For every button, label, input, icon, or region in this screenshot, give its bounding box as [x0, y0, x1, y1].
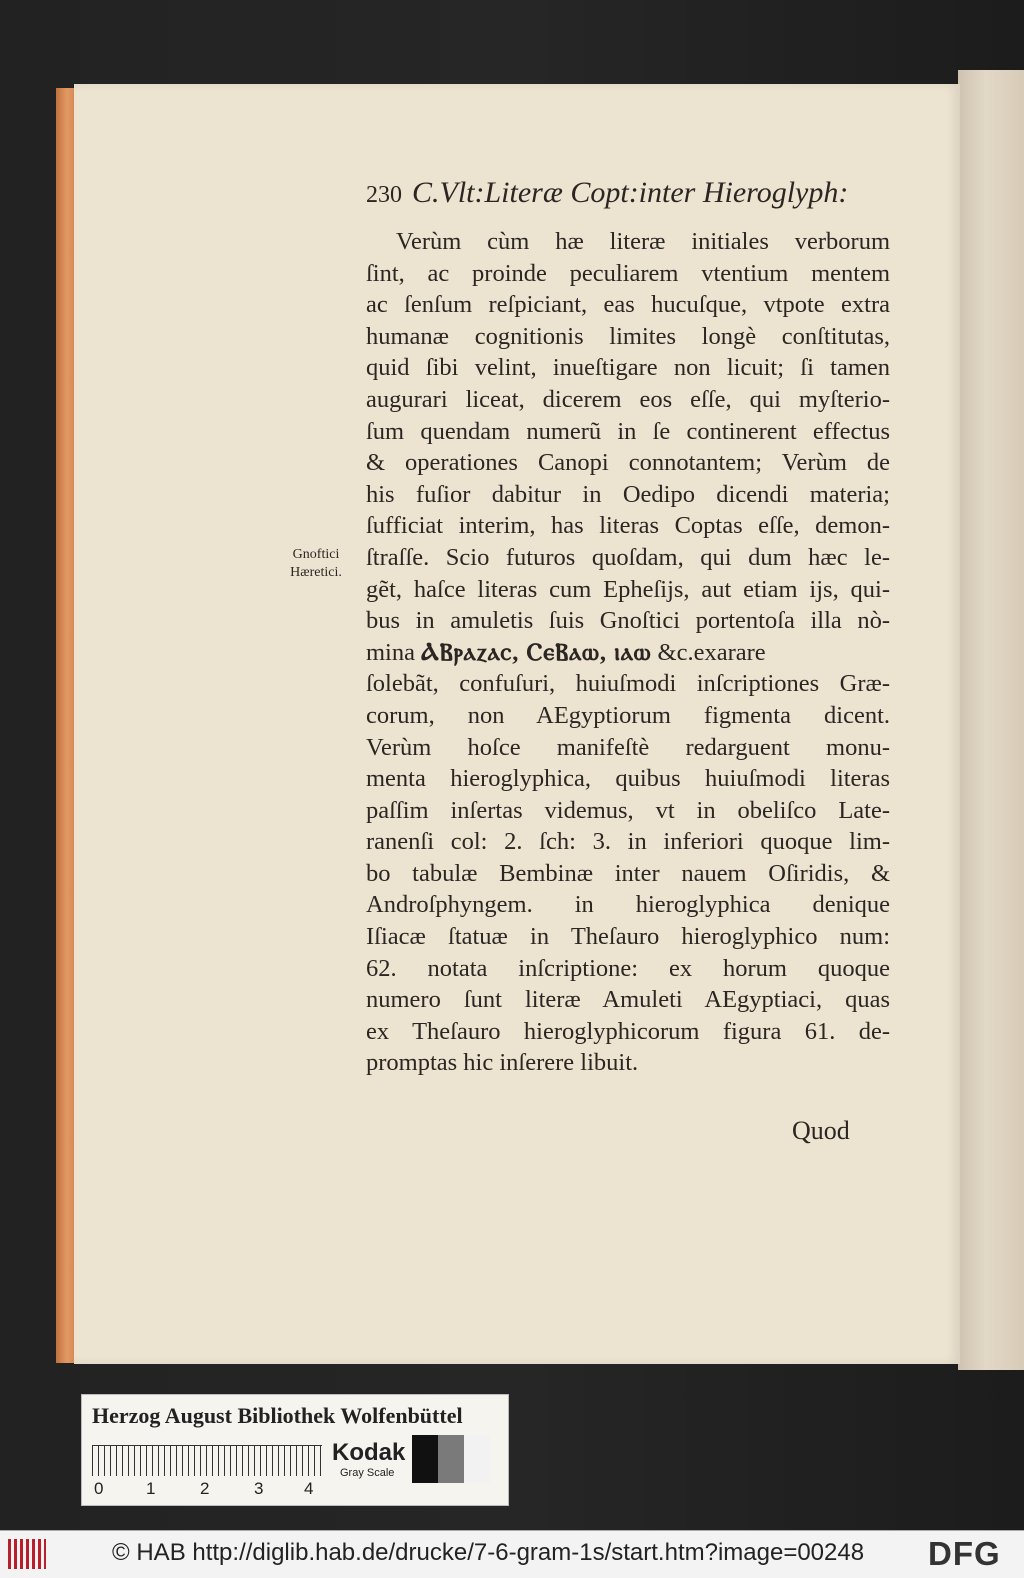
ruler-number: 3	[254, 1479, 264, 1498]
coptic-line-suffix: &c.exarare	[657, 638, 766, 666]
ruler-number: 4	[304, 1479, 314, 1498]
text-line: ranenſi col: 2. ſch: 3. in inferiori quoque lim-	[366, 828, 890, 856]
text-line: his fuſior dabitur in Oedipo dicendi materia;	[366, 480, 890, 508]
ruler-number: 0	[94, 1479, 104, 1498]
gray-scale-patches	[412, 1435, 490, 1483]
marginal-note	[276, 546, 356, 582]
text-line: promptas hic inſerere libuit.	[366, 1049, 639, 1077]
footer-credit-link[interactable]: © HAB http://diglib.hab.de/drucke/7-6-gram-1s/start.htm?image=00248	[112, 1539, 865, 1566]
text-line: Verùm cùm hæ literæ initiales verborum	[396, 228, 890, 255]
gray-patch-dark	[412, 1435, 438, 1483]
text-line: bo tabulæ Bembinæ inter nauem Oſiridis, &	[366, 859, 890, 887]
gray-patch-light	[464, 1435, 490, 1483]
text-line: bus in amuletis ſuis Gnoſtici portentoſa illa nò-	[366, 607, 890, 635]
text-line: 62. notata inſcriptione: ex horum quoque	[366, 954, 890, 982]
text-line: augurari liceat, dicerem eos eſſe, qui myſterio-	[366, 385, 890, 413]
text-line: ſolebãt, confuſuri, huiuſmodi inſcriptiones Græ-	[366, 670, 890, 698]
text-line: gẽt, haſce literas cum Epheſijs, aut etiam ijs, qui-	[366, 575, 890, 603]
text-line: ſtraſſe. Scio futuros quoſdam, qui dum hæc le-	[366, 543, 890, 571]
catchword: Quod	[792, 1116, 850, 1145]
text-line: quid ſibi velint, inueſtigare non licuit; ſi tamen	[366, 354, 890, 382]
text-line: numero ſunt literæ Amuleti AEgyptiaci, quas	[366, 986, 890, 1014]
text-line: ſint, ac proinde peculiarem vtentium mentem	[366, 259, 890, 287]
page-fore-edge	[56, 88, 76, 1363]
hab-logo-icon	[8, 1539, 46, 1569]
running-head-title: C.Vlt:Literæ Copt:inter Hieroglyph:	[412, 176, 849, 209]
running-head	[366, 176, 896, 210]
text-line: paſſim inſertas videmus, vt in obeliſco Late-	[366, 796, 890, 824]
text-line: corum, non AEgyptiorum figmenta dicent.	[366, 701, 890, 729]
text-line: ex Theſauro hieroglyphicorum figura 61. de-	[366, 1017, 890, 1045]
ruler-number: 2	[200, 1479, 210, 1498]
marginal-note-line: Gnoftici	[292, 547, 340, 562]
coptic-line-prefix: mina	[366, 638, 415, 666]
kodak-logo: Kodak	[332, 1439, 406, 1466]
page-number: 230	[366, 182, 402, 208]
text-line: ſum quendam numerũ in ſe continerent effectus	[366, 417, 890, 445]
coptic-text-line	[366, 637, 890, 669]
library-name: Herzog August Bibliothek Wolfenbüttel	[92, 1403, 463, 1428]
ruler	[92, 1445, 322, 1476]
ruler-number: 1	[146, 1479, 156, 1498]
footer-bar	[0, 1530, 1024, 1578]
facing-page-edge	[958, 70, 1024, 1370]
marginal-note-line: Hæretici.	[290, 565, 342, 580]
text-line: ſufficiat interim, has literas Coptas eſſe, demon-	[366, 512, 890, 540]
text-line: ac ſenſum reſpiciant, eas hucuſque, vtpote extra	[366, 291, 890, 319]
text-line: Iſiacæ ſtatuæ in Theſauro hieroglyphico num:	[366, 923, 890, 951]
text-line: humanæ cognitionis limites longè conſtitutas,	[366, 322, 890, 350]
body-text	[366, 226, 890, 1079]
text-line: & operationes Canopi connotantem; Verùm de	[366, 449, 890, 477]
text-line: Androſphyngem. in hieroglyphica denique	[366, 891, 890, 919]
gray-scale-label: Gray Scale	[340, 1467, 395, 1479]
text-line: menta hieroglyphica, quibus huiuſmodi literas	[366, 765, 890, 793]
text-line: Verùm hoſce manifeſtè redarguent monu-	[366, 733, 890, 761]
dfg-logo: DFG	[928, 1535, 1001, 1572]
coptic-words: ⲀⲂⲣⲁⲍⲁⲥ, ⲤⲉⲂⲁⲱ, ⲓⲁⲱ	[421, 638, 652, 666]
library-color-target	[81, 1394, 509, 1506]
gray-patch-mid	[438, 1435, 464, 1483]
